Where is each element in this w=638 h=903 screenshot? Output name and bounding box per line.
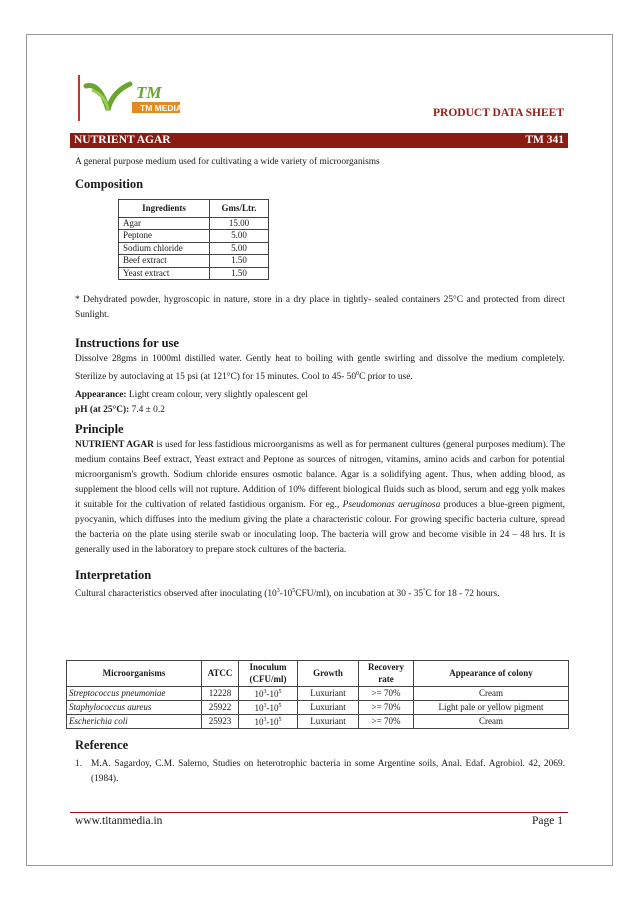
recovery-cell: >= 70%: [359, 687, 414, 701]
instructions-heading: Instructions for use: [75, 336, 179, 350]
reference-heading: Reference: [75, 738, 129, 752]
ingredient-qty: 15.00: [210, 217, 269, 230]
ingredient-name: Yeast extract: [119, 267, 210, 280]
svg-text:TM: TM: [136, 83, 162, 102]
ingredient-name: Beef extract: [119, 255, 210, 268]
inoculum-cell: $10^3-10^5$: [239, 687, 298, 701]
inoculum-cell: $10^3-10^5$: [239, 715, 298, 729]
appearance-cell: Cream: [414, 687, 569, 701]
appearance-cell: Light pale or yellow pigment: [414, 701, 569, 715]
product-name: NUTRIENT AGAR: [74, 134, 171, 146]
ingredient-name: Peptone: [119, 230, 210, 243]
ingredient-qty: 1.50: [210, 255, 269, 268]
list-item: [75, 757, 565, 787]
sheet-title: PRODUCT DATA SHEET: [433, 107, 564, 119]
logo-label: TM MEDIA: [140, 103, 183, 113]
table-header-row: [67, 661, 569, 687]
growth-cell: Luxuriant: [298, 715, 359, 729]
ingredient-qty: 5.00: [210, 242, 269, 255]
composition-table: [118, 199, 269, 280]
interpretation-table-wrap: [66, 659, 569, 729]
instructions-text: Dissolve 28gms in 1000ml distilled water. Gently heat to boiling with gentle swirling and dissolve the medium completely. Sterilize by autoclaving at 15 psi (at 121°C) for 15 minutes. Cool to 45- $50^0C$ prior to use.: [75, 354, 565, 383]
document-body: [75, 155, 565, 602]
tm-media-logo-icon: [78, 76, 186, 120]
ingredient-qty: 5.00: [210, 230, 269, 243]
reference-section: [75, 737, 565, 787]
inoculum-cell: $10^3-10^5$: [239, 701, 298, 715]
table-row: [119, 230, 269, 243]
interpretation-heading: Interpretation: [75, 568, 152, 583]
table-row: [119, 242, 269, 255]
ingredient-name: Sodium chloride: [119, 242, 210, 255]
col-appearance: Appearance of colony: [414, 661, 569, 687]
col-growth: Growth: [298, 661, 359, 687]
table-header-row: [119, 200, 269, 218]
microorganism-cell: Streptococcus pneumoniae: [67, 687, 202, 701]
ph-line: pH (at 25°C): 7.4 ± 0.2: [75, 405, 165, 416]
storage-note: * Dehydrated powder, hygroscopic in nature, store in a dry place in tightly- sealed containers 25°C and protected from direct Sunlight.: [75, 295, 565, 320]
page-number: Page 1: [532, 815, 563, 827]
reference-number: 1.: [75, 759, 83, 769]
table-row: [67, 715, 569, 729]
ingredient-qty: 1.50: [210, 267, 269, 280]
atcc-cell: 25923: [202, 715, 239, 729]
col-qty: Gms/Ltr.: [210, 200, 269, 218]
product-description: A general purpose medium used for cultivating a wide variety of microorganisms: [75, 157, 380, 167]
table-row: [119, 217, 269, 230]
ingredient-name: Agar: [119, 217, 210, 230]
interpretation-text: Cultural characteristics observed after inoculating $(10^3-10^5CFU/ml)$, on incubation at 30 - 35°C for 18 - 72 hours.: [75, 588, 500, 600]
appearance-line: Appearance: Light cream colour, very slightly opalescent gel: [75, 390, 308, 401]
table-row: [119, 255, 269, 268]
product-code: TM 341: [525, 134, 564, 146]
interpretation-table: [66, 660, 569, 729]
composition-heading: Composition: [75, 177, 144, 191]
principle-text: NUTRIENT AGAR is used for less fastidious microorganisms as well as for permanent cultures (general purposes medium). The medium contains Beef extract, Yeast extract and Peptone as sources of nitrogen, vitamins, amino acids and carbon for potential microorganism's growth. Sodium chloride ensures osmotic balance. Agar is a solidifying agent. Thus, when adding blood, as supplement the blood cells will not rupture. Addition of 10% different biological fluids such as blood, serum and egg yolk makes it suitable for the cultivation of related fastidious organism. For eg., Pseudomonas aeruginosa produces a blue-green pigment, pyocyanin, which diffuses into the medium giving the plate a characteristic colour. For growing specific bacteria culture, spread the bacteria on the plate using sterile swab or inoculating loop. The bacteria will grow and become visible in 24 – 48 hrs. It is generally used in the laboratory to prepare stock cultures of the bacteria.: [75, 440, 565, 556]
microorganism-cell: Staphylococcus aureus: [67, 701, 202, 715]
growth-cell: Luxuriant: [298, 687, 359, 701]
footer-divider: [70, 812, 568, 813]
product-title-bar: [70, 133, 568, 148]
col-recovery: Recovery rate: [359, 661, 414, 687]
col-microorganisms: Microorganisms: [67, 661, 202, 687]
microorganism-cell: Escherichia coli: [67, 715, 202, 729]
growth-cell: Luxuriant: [298, 701, 359, 715]
principle-heading: Principle: [75, 422, 124, 437]
reference-text: M.A. Sagardoy, C.M. Salerno, Studies on heterotrophic bacteria in some Argentine soils, Anal. Edaf. Agrobiol. 42, 2069. (1984).: [91, 759, 565, 784]
recovery-cell: >= 70%: [359, 715, 414, 729]
table-row: [67, 687, 569, 701]
col-ingredients: Ingredients: [119, 200, 210, 218]
appearance-cell: Cream: [414, 715, 569, 729]
footer-url[interactable]: www.titanmedia.in: [75, 815, 163, 827]
atcc-cell: 25922: [202, 701, 239, 715]
table-row: [119, 267, 269, 280]
table-row: [67, 701, 569, 715]
col-inoculum: Inoculum (CFU/ml): [239, 661, 298, 687]
col-atcc: ATCC: [202, 661, 239, 687]
recovery-cell: >= 70%: [359, 701, 414, 715]
atcc-cell: 12228: [202, 687, 239, 701]
